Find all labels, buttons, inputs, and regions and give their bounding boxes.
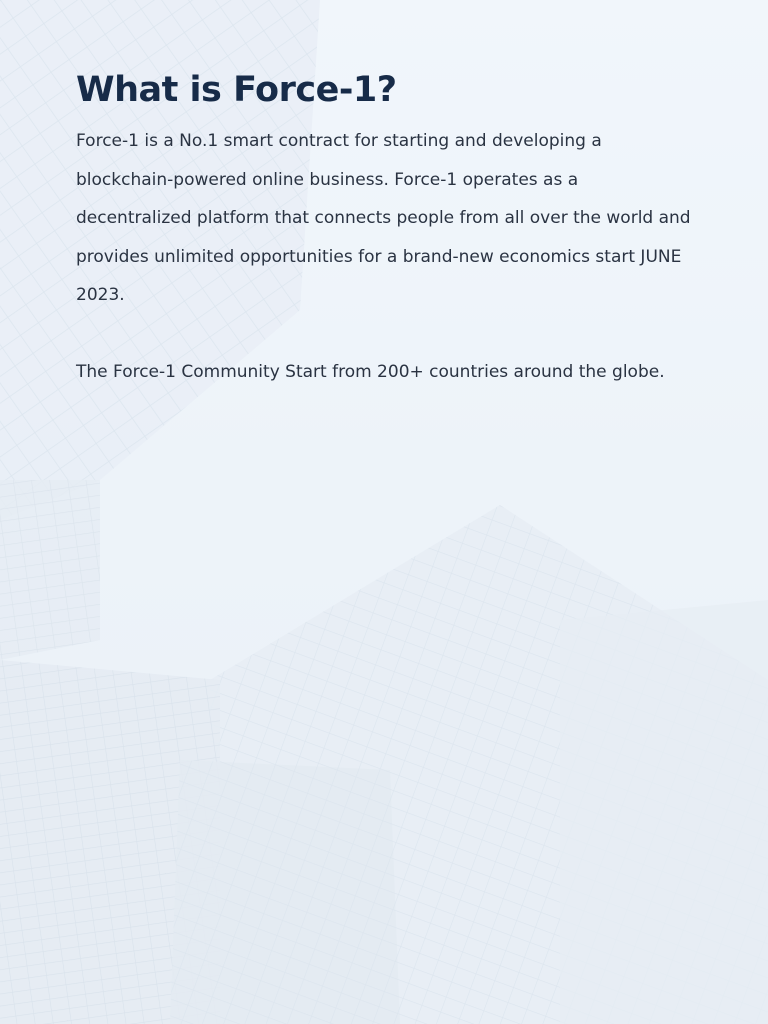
content-section <box>76 70 696 391</box>
page-title: What is Force-1? <box>76 70 397 110</box>
intro-paragraph: Force-1 is a No.1 smart contract for starting and developing a blockchain-powered online business. Force-1 operates as a decentralized platform that connects people from all over the world and provides unlimited opportunities for a brand-new economics start JUNE 2023. <box>76 131 691 305</box>
community-paragraph: The Force-1 Community Start from 200+ countries around the globe. <box>76 361 665 382</box>
